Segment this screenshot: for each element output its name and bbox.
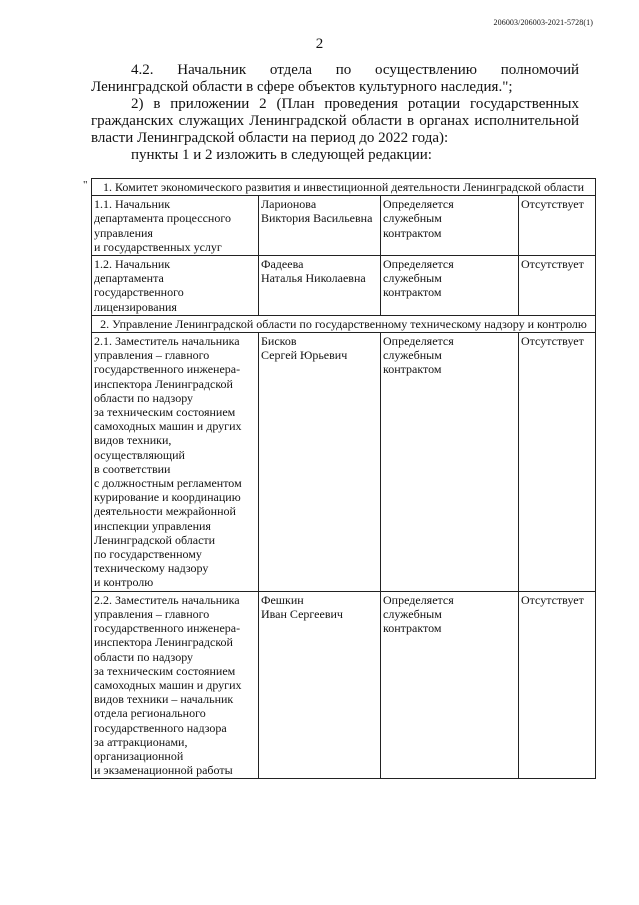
position-cell: 2.2. Заместитель начальника управления – главного государственного инженера- инспектора Ленинградской области по надзору за техническим состоянием самоходных машин и других видов техники – начальник отдела регионального государственного надзора за аттракционами, организационной и экзаменационной работы [92,591,259,779]
name-cell: Фадеева Наталья Николаевна [259,256,381,316]
period-cell: Определяется служебным контрактом [381,256,519,316]
position-cell: 1.2. Начальник департамента государственного лицензирования [92,256,259,316]
section-title: 2. Управление Ленинградской области по государственному техническому надзору и контролю [92,315,596,332]
section-header-row [92,179,596,196]
section-title: 1. Комитет экономического развития и инвестиционной деятельности Ленинградской области [92,179,596,196]
position-cell: 2.1. Заместитель начальника управления – главного государственного инженера- инспектора Ленинградской области по надзору за техническим состоянием самоходных машин и других видов техники, осуществляющий в соответствии с должностным регламентом курирование и координацию деятельности межрайонной инспекции управления Ленинградской области по государственному техническому надзору и контролю [92,333,259,592]
reserve-cell: Отсутствует [519,256,596,316]
position-cell: 1.1. Начальник департамента процессного управления и государственных услуг [92,196,259,256]
name-cell: Фешкин Иван Сергеевич [259,591,381,779]
name-cell: Бисков Сергей Юрьевич [259,333,381,592]
paragraph-points-1-2: пункты 1 и 2 изложить в следующей редакции: [131,147,432,163]
table-row [92,196,596,256]
section-header-row [92,315,596,332]
reserve-cell: Отсутствует [519,196,596,256]
paragraph-annex-2: 2) в приложении 2 (План проведения ротации государственных гражданских служащих Ленинградской области в органах исполнительной власти Ленинградской области на период до 2022 года): [91,96,579,146]
opening-quote: " [83,179,88,191]
table-row [92,256,596,316]
name-cell: Ларионова Виктория Васильевна [259,196,381,256]
table-row [92,333,596,592]
period-cell: Определяется служебным контрактом [381,591,519,779]
reserve-cell: Отсутствует [519,591,596,779]
period-cell: Определяется служебным контрактом [381,196,519,256]
page-number: 2 [315,36,324,52]
reserve-cell: Отсутствует [519,333,596,592]
document-body [91,62,579,164]
period-cell: Определяется служебным контрактом [381,333,519,592]
paragraph-item-4-2: 4.2. Начальник отдела по осуществлению полномочий Ленинградской области в сфере объектов культурного наследия."; [91,62,579,95]
rotation-plan-table [91,178,596,779]
document-id: 206003/206003-2021-5728(1) [493,18,593,27]
table-row [92,591,596,779]
